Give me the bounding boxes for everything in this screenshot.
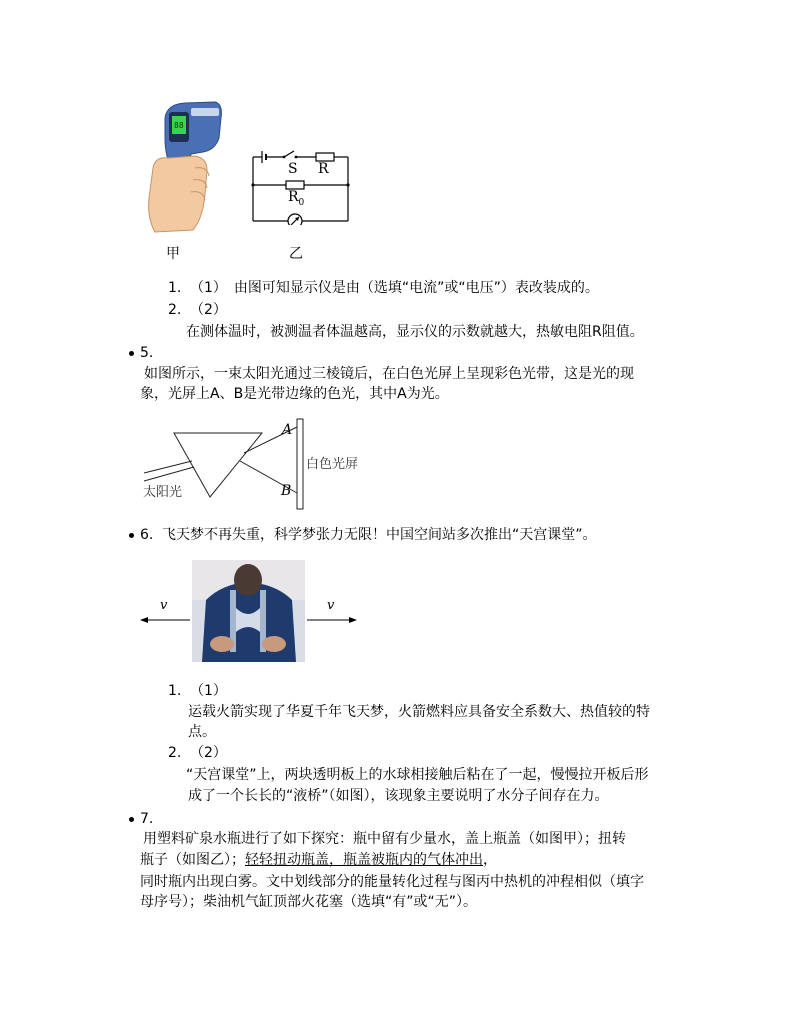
q5-line1: 如图所示，一束太阳光通过三棱镜后，在白色光屏上呈现彩色光带，这是光的现 — [144, 366, 634, 382]
q6-text: 飞天梦不再失重，科学梦张力无限！中国空间站多次推出“天宫课堂”。 — [162, 527, 597, 543]
q6-sub1-number: 1. — [168, 683, 182, 699]
thermometer-gun-illustration — [145, 98, 225, 238]
q5-line2: 象，光屏上A、B是光带边缘的色光，其中A为光。 — [140, 386, 449, 402]
q7-bullet — [129, 817, 134, 822]
circuit-svg — [246, 145, 356, 225]
q6-sub1-line1: 运载火箭实现了华夏千年飞天梦，火箭燃料应具备安全系数大、热值较的特 — [188, 704, 650, 720]
q7-number: 7. — [140, 811, 154, 827]
figure-jia-label: 甲 — [166, 246, 180, 262]
q6-sub2-tag: （2） — [190, 745, 227, 761]
q4-sub2-text: 在测体温时，被测温者体温越高，显示仪的示数就越大，热敏电阻R阻值。 — [186, 324, 644, 340]
q6-sub1-line2: 点。 — [188, 724, 216, 740]
liquid-bridge-photo-svg — [192, 560, 305, 662]
prism-label-b: B — [281, 483, 292, 499]
q7-line1: 用塑料矿泉水瓶进行了如下探究：瓶中留有少量水，盖上瓶盖（如图甲）；扭转 — [143, 831, 626, 847]
prism-label-sunlight: 太阳光 — [143, 485, 183, 500]
q5-bullet — [129, 351, 134, 356]
figure-yi-label: 乙 — [289, 246, 303, 262]
circuit-diagram — [246, 145, 356, 225]
liquid-bridge-photo — [192, 560, 305, 662]
q6-sub1-tag: （1） — [190, 683, 227, 699]
prism-label-a: A — [282, 422, 293, 438]
circuit-label-s: S — [288, 161, 298, 177]
q7-underlined-phrase: 轻轻扭动瓶盖，瓶盖被瓶内的气体冲出 — [245, 852, 483, 868]
velocity-label-left: v — [160, 598, 168, 613]
circuit-label-r: R — [318, 161, 329, 177]
circuit-label-r0: $R_0$ — [288, 189, 305, 208]
q7-line3: 同时瓶内出现白雾。文中划线部分的能量转化过程与图丙中热机的冲程相似（填字 — [140, 874, 644, 890]
q5-number: 5. — [140, 345, 154, 361]
prism-label-screen: 白色光屏 — [306, 457, 359, 472]
q6-sub2-line2: 成了一个长长的“液桥”（如图），该现象主要说明了水分子间存在力。 — [188, 788, 609, 804]
q4-sub1-text: （1） 由图可知显示仪是由（选填“电流”或“电压”）表改装成的。 — [190, 280, 599, 296]
q6-sub2-number: 2. — [168, 745, 182, 761]
q7-line2 — [140, 850, 497, 870]
q6-number: 6. — [140, 527, 154, 543]
q4-sub2-number: 2. — [168, 302, 182, 318]
q7-line2-start: 瓶子（如图乙）； — [140, 852, 245, 868]
q7-line2-end: ， — [483, 852, 497, 868]
q6-bullet — [129, 533, 134, 538]
q4-sub2-tag: （2） — [190, 302, 227, 318]
velocity-label-right: v — [327, 598, 335, 613]
q7-line4: 母序号）；柴油机气缸顶部火花塞（选填“有”或“无”）。 — [140, 894, 478, 910]
svg-text:88: 88 — [174, 121, 184, 130]
thermometer-figure — [145, 98, 225, 238]
q6-sub2-line1: “天宫课堂”上，两块透明板上的水球相接触后粘在了一起，慢慢拉开板后形 — [186, 767, 649, 783]
q4-sub1-number: 1. — [168, 280, 182, 296]
